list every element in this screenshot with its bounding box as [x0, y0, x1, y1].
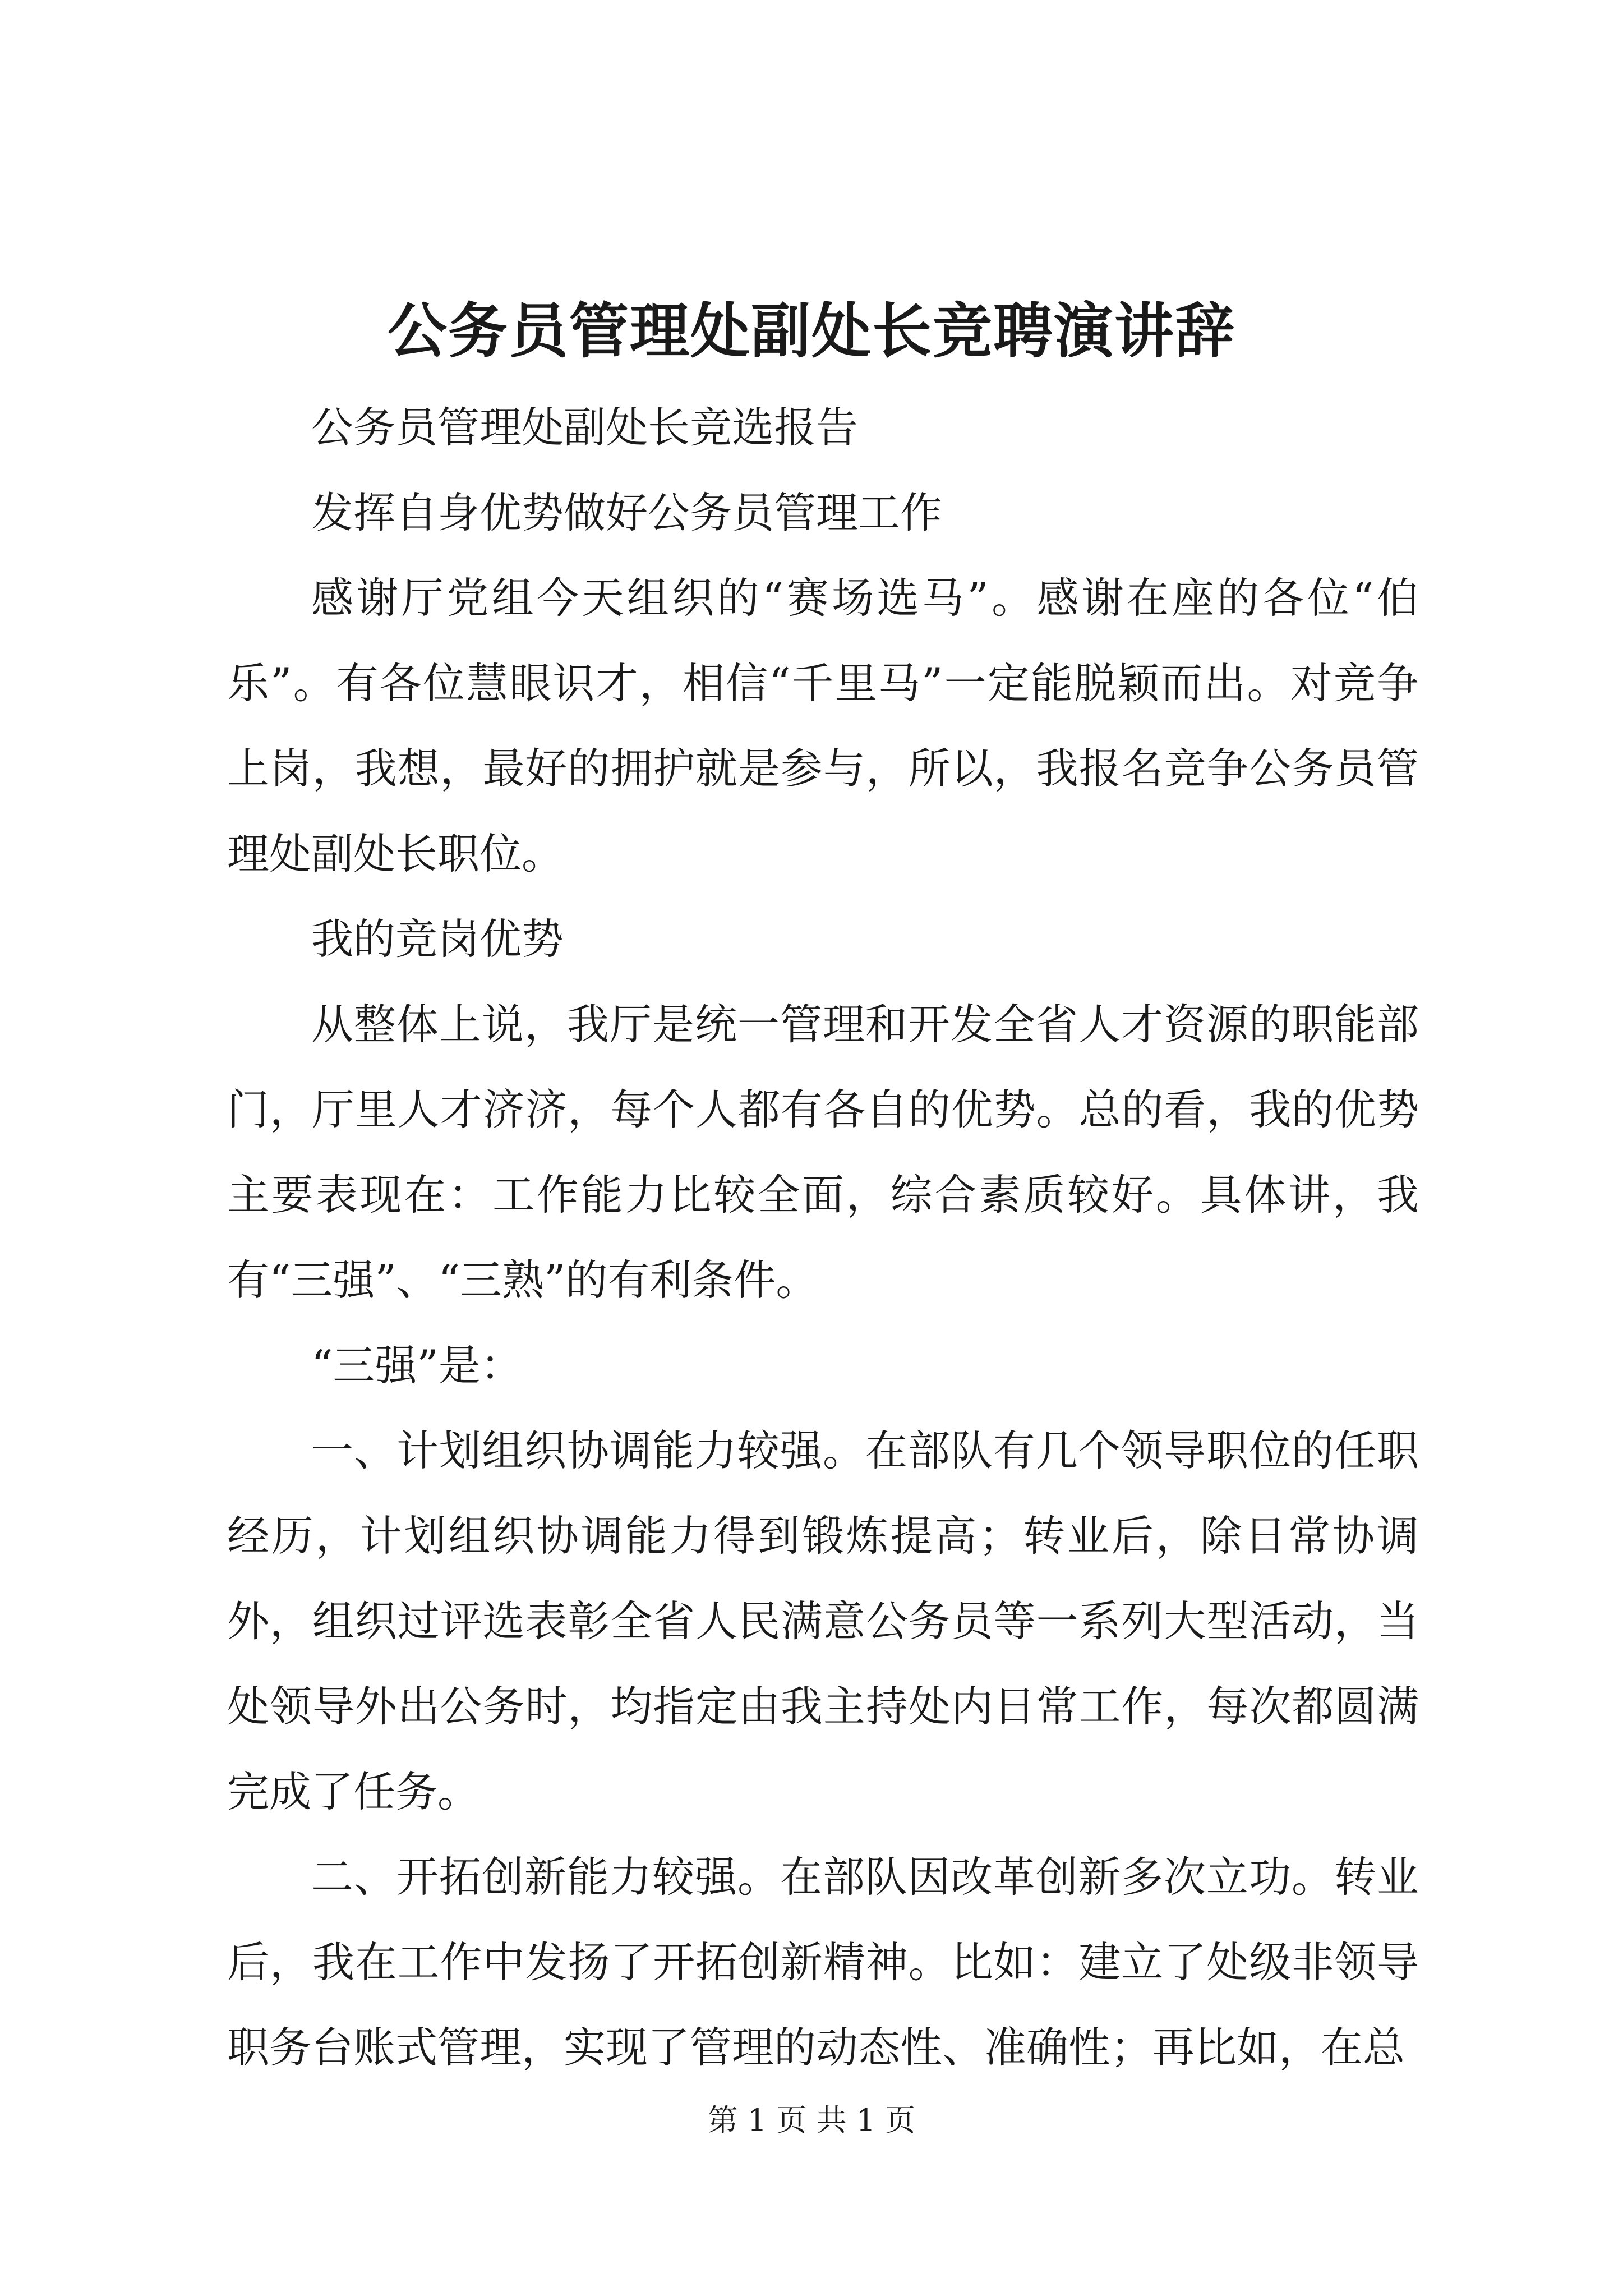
paragraph-strength-two: 二、开拓创新能力较强。在部队因改革创新多次立功。转业后，我在工作中发扬了开拓创新精神。比如：建立了处级非领导职务台账式管理，实现了管理的动态性、准确性；再比如，在总: [227, 1852, 1419, 2072]
paragraph-strength-one: 一、计划组织协调能力较强。在部队有几个领导职位的任职经历，计划组织协调能力得到锻炼提高；转业后，除日常协调外，组织过评选表彰全省人民满意公务员等一系列大型活动，当处领导外出公务时，均指定由我主持处内日常工作，每次都圆满完成了任务。: [227, 1426, 1419, 1816]
paragraph-overview: 从整体上说，我厅是统一管理和开发全省人才资源的职能部门，厅里人才济济，每个人都有各自的优势。总的看，我的优势主要表现在：工作能力比较全面，综合素质较好。具体讲，我有“三强”、“三熟”的有利条件。: [227, 1000, 1419, 1305]
paragraph-section-heading: 我的竞岗优势: [311, 914, 564, 964]
document-body: [227, 385, 1419, 2090]
paragraph-three-strengths-heading: “三强”是：: [311, 1341, 523, 1390]
paragraph-intro: 感谢厅党组今天组织的“赛场选马”。感谢在座的各位“伯乐”。有各位慧眼识才，相信“千里马”一定能脱颖而出。对竞争上岗，我想，最好的拥护就是参与，所以，我报名竞争公务员管理处副处长职位。: [227, 573, 1419, 878]
document-title: 公务员管理处副处长竞聘演讲辞: [388, 296, 1235, 366]
paragraph-report-title: 公务员管理处副处长竞选报告: [311, 403, 859, 452]
paragraph-subtitle: 发挥自身优势做好公务员管理工作: [311, 488, 943, 537]
page-number-footer: 第 1 页 共 1 页: [707, 2102, 916, 2138]
